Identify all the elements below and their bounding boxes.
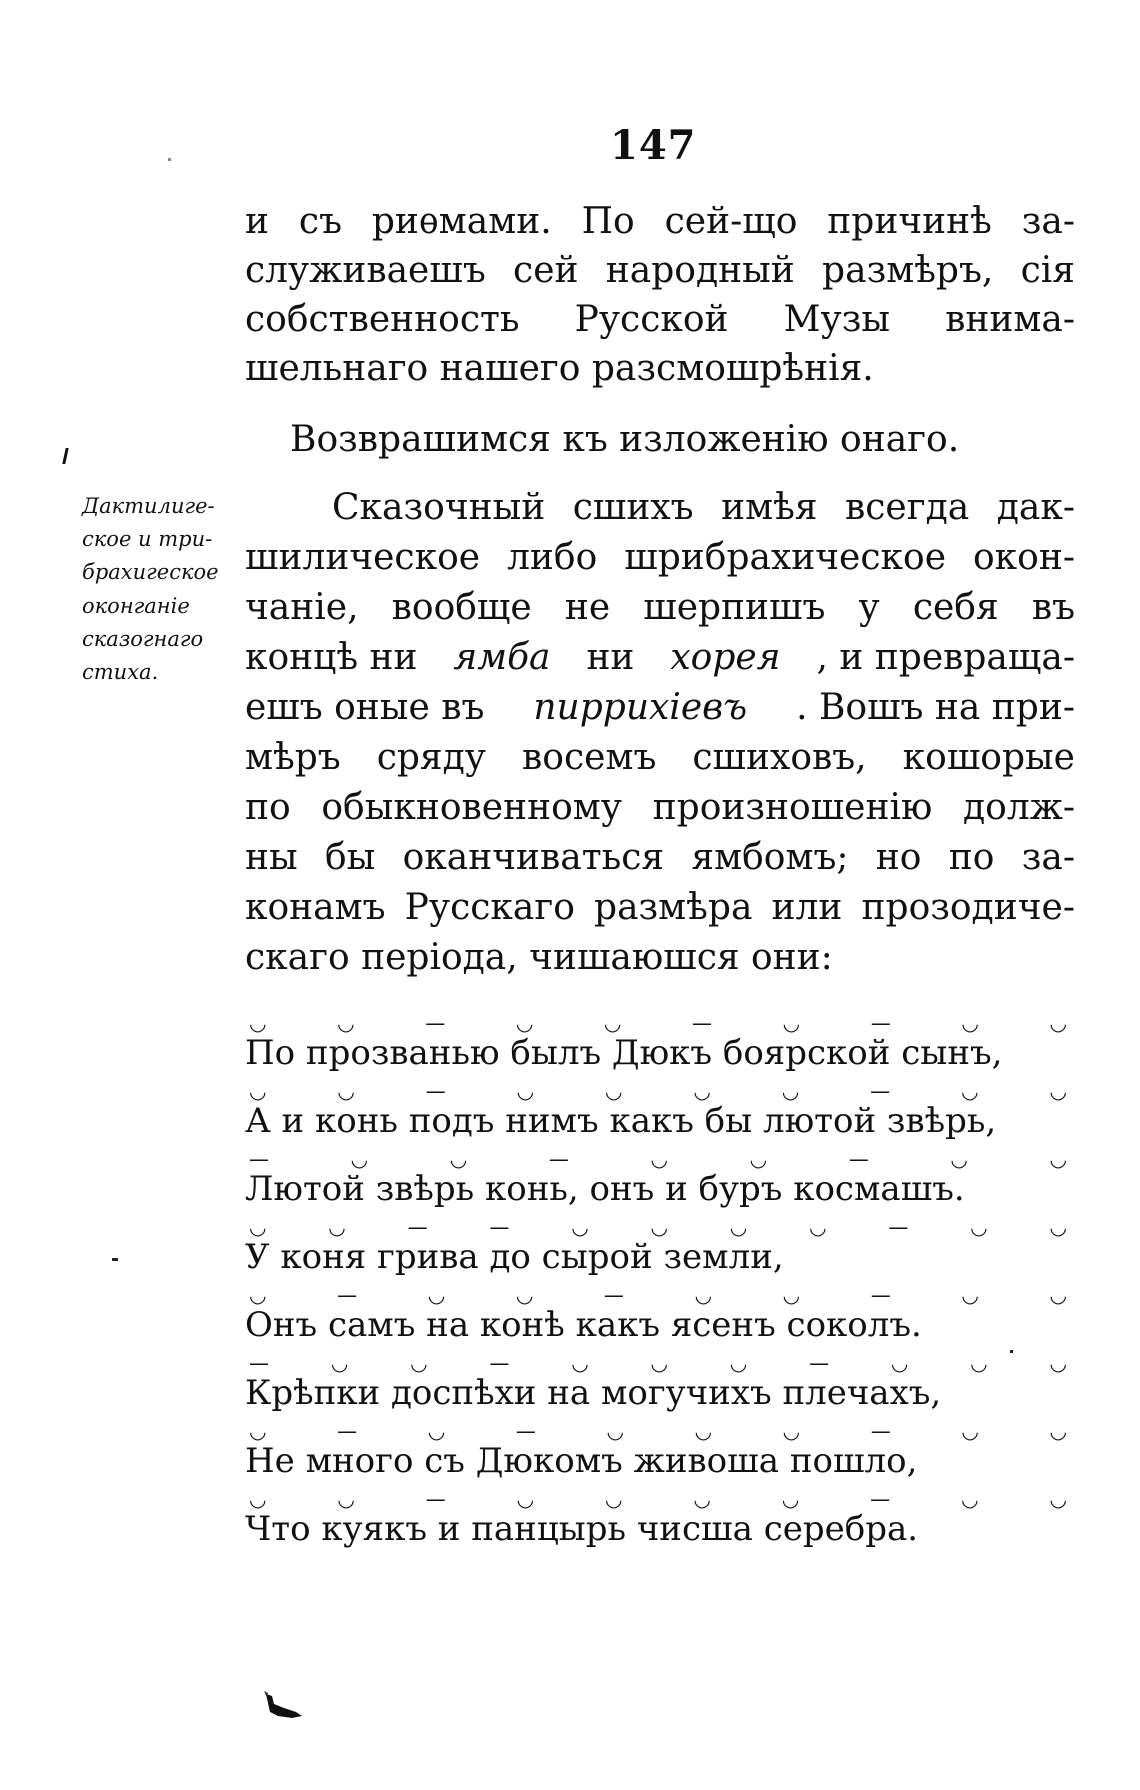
short-syllable-mark: ◡	[515, 1011, 534, 1035]
long-syllable-mark: —	[870, 1487, 891, 1511]
short-syllable-mark: ◡	[961, 1487, 979, 1511]
short-syllable-mark: ◡	[330, 1351, 349, 1375]
long-syllable-mark: —	[489, 1215, 510, 1239]
short-syllable-mark: ◡	[961, 1079, 979, 1103]
text-line: и съ риѳмами. По сей-що причинѣ за-	[245, 201, 1075, 242]
short-syllable-mark: ◡	[516, 1487, 535, 1511]
short-syllable-mark: ◡	[516, 1079, 535, 1103]
margin-note-line: Дактилиге-	[82, 494, 215, 518]
long-syllable-mark: —	[489, 1351, 510, 1375]
text-line: чаніе, вообще не шерпишъ у себя въ	[245, 587, 1075, 628]
text-line	[245, 687, 1075, 728]
long-syllable-mark: —	[603, 1283, 624, 1307]
text-line: шельнаго нашего разсмошрѣнія.	[245, 348, 874, 389]
verse-line: Не много съ Дюкомъ живоша пошло,	[245, 1441, 918, 1481]
text-line: скаго періода, чишаюшся они:	[245, 937, 833, 978]
short-syllable-mark: ◡	[809, 1215, 827, 1239]
long-syllable-mark: —	[515, 1419, 536, 1443]
text-line: ны бы оканчиваться ямбомъ; но по за-	[245, 837, 1075, 878]
short-syllable-mark: ◡	[961, 1011, 979, 1035]
short-syllable-mark: ◡	[1049, 1419, 1067, 1443]
short-syllable-mark: ◡	[410, 1351, 428, 1375]
ink-speck	[112, 1258, 118, 1261]
verse	[245, 1214, 1075, 1277]
long-syllable-mark: —	[870, 1011, 891, 1035]
short-syllable-mark: ◡	[606, 1419, 624, 1443]
short-syllable-mark: ◡	[782, 1011, 801, 1035]
short-syllable-mark: ◡	[1049, 1147, 1067, 1171]
short-syllable-mark: ◡	[749, 1147, 768, 1171]
short-syllable-mark: ◡	[970, 1351, 988, 1375]
short-syllable-mark: ◡	[571, 1351, 589, 1375]
text-segment: . Вошъ на при-	[796, 687, 1075, 728]
short-syllable-mark: ◡	[337, 1011, 355, 1035]
verse-line: Крѣпки доспѣхи на могучихъ плечахъ,	[245, 1373, 942, 1413]
short-syllable-mark: ◡	[249, 1215, 267, 1239]
short-syllable-mark: ◡	[427, 1283, 446, 1307]
text-segment: концѣ ни	[245, 637, 418, 678]
text-line: по обыкновенному произношенію долж-	[245, 787, 1075, 828]
margin-note-line: ское и три-	[82, 527, 213, 552]
long-syllable-mark: —	[548, 1147, 569, 1171]
margin-note-line: оконганіе	[82, 593, 190, 618]
ink-speck	[1010, 1350, 1013, 1353]
short-syllable-mark: ◡	[449, 1147, 468, 1171]
text-line: конамъ Русскаго размѣра или прозодиче-	[245, 887, 1075, 928]
text-segment: , и превраща-	[816, 637, 1075, 678]
short-syllable-mark: ◡	[605, 1487, 623, 1511]
short-syllable-mark: ◡	[782, 1283, 801, 1307]
long-syllable-mark: —	[809, 1351, 830, 1375]
ink-smudge-icon	[262, 1690, 304, 1720]
text-line: Сказочный сшихъ имѣя всегда дак-	[332, 487, 1075, 528]
short-syllable-mark: ◡	[950, 1147, 968, 1171]
short-syllable-mark: ◡	[515, 1283, 534, 1307]
short-syllable-mark: ◡	[605, 1079, 623, 1103]
verse	[245, 1146, 1075, 1209]
short-syllable-mark: ◡	[571, 1215, 589, 1239]
long-syllable-mark: —	[848, 1147, 869, 1171]
long-syllable-mark: —	[337, 1283, 358, 1307]
short-syllable-mark: ◡	[1049, 1487, 1067, 1511]
verse-line: Лютой звѣрь конь, онъ и буръ космашъ.	[245, 1169, 965, 1209]
short-syllable-mark: ◡	[650, 1147, 668, 1171]
short-syllable-mark: ◡	[1049, 1351, 1067, 1375]
italic-term: пиррихіевъ	[533, 687, 748, 728]
short-syllable-mark: ◡	[337, 1487, 355, 1511]
short-syllable-mark: ◡	[970, 1215, 988, 1239]
text-line	[245, 637, 1075, 678]
margin-note-line: стиха.	[82, 659, 159, 684]
page-number: 147	[610, 122, 697, 169]
short-syllable-mark: ◡	[961, 1419, 979, 1443]
text-segment: ни	[586, 637, 635, 678]
verse	[245, 1282, 1075, 1345]
verse	[245, 1010, 1075, 1073]
verse	[245, 1078, 1075, 1141]
short-syllable-mark: ◡	[890, 1351, 909, 1375]
text-line: служиваешъ сей народный размѣръ, сія	[245, 250, 1075, 291]
short-syllable-mark: ◡	[249, 1487, 267, 1511]
short-syllable-mark: ◡	[693, 1079, 711, 1103]
long-syllable-mark: —	[249, 1351, 269, 1375]
short-syllable-mark: ◡	[249, 1079, 267, 1103]
italic-term: хорея	[670, 637, 781, 678]
long-syllable-mark: —	[888, 1215, 909, 1239]
long-syllable-mark: —	[249, 1147, 269, 1171]
short-syllable-mark: ◡	[249, 1419, 267, 1443]
long-syllable-mark: —	[870, 1079, 891, 1103]
short-syllable-mark: ◡	[1049, 1011, 1067, 1035]
verse	[245, 1486, 1075, 1549]
verse-line: Онъ самъ на конѣ какъ ясенъ соколъ.	[245, 1305, 922, 1345]
long-syllable-mark: —	[425, 1011, 446, 1035]
short-syllable-mark: ◡	[693, 1487, 711, 1511]
text-line: шилическое либо шрибрахическое окон-	[245, 537, 1075, 578]
italic-term: ямба	[453, 637, 551, 678]
long-syllable-mark: —	[425, 1487, 446, 1511]
text-line: собственность Русской Музы внима-	[245, 299, 1075, 340]
ink-speck	[168, 158, 171, 161]
short-syllable-mark: ◡	[781, 1487, 800, 1511]
verse	[245, 1418, 1075, 1481]
short-syllable-mark: ◡	[1049, 1215, 1067, 1239]
text-segment: ешъ оные въ	[245, 687, 485, 728]
verse-line: У коня грива до сырой земли,	[245, 1237, 784, 1277]
verse-line: По прозванью былъ Дюкъ боярской сынъ,	[245, 1033, 1003, 1073]
margin-note	[82, 490, 257, 689]
long-syllable-mark: —	[870, 1419, 891, 1443]
short-syllable-mark: ◡	[249, 1011, 267, 1035]
short-syllable-mark: ◡	[782, 1419, 801, 1443]
short-syllable-mark: ◡	[337, 1079, 355, 1103]
short-syllable-mark: ◡	[781, 1079, 800, 1103]
margin-note-line: брахигеское	[82, 560, 219, 585]
short-syllable-mark: ◡	[350, 1147, 369, 1171]
short-syllable-mark: ◡	[694, 1419, 713, 1443]
margin-note-line: сказогнаго	[82, 626, 204, 651]
short-syllable-mark: ◡	[328, 1215, 346, 1239]
long-syllable-mark: —	[692, 1011, 713, 1035]
text-line: мѣръ сряду восемъ сшиховъ, кошорые	[245, 737, 1075, 778]
short-syllable-mark: ◡	[650, 1215, 668, 1239]
short-syllable-mark: ◡	[961, 1283, 979, 1307]
long-syllable-mark: —	[425, 1079, 446, 1103]
margin-mark	[62, 448, 68, 464]
long-syllable-mark: —	[870, 1283, 891, 1307]
verse-line: Что куякъ и панцырь чисша серебра.	[245, 1509, 919, 1549]
short-syllable-mark: ◡	[603, 1011, 622, 1035]
short-syllable-mark: ◡	[1049, 1079, 1067, 1103]
paragraph-2: Возврашимся къ изложенію онаго.	[290, 419, 960, 460]
long-syllable-mark: —	[407, 1215, 428, 1239]
verse-line: А и конь подъ нимъ какъ бы лютой звѣрь,	[245, 1101, 997, 1141]
short-syllable-mark: ◡	[729, 1215, 748, 1239]
short-syllable-mark: ◡	[650, 1351, 668, 1375]
short-syllable-mark: ◡	[694, 1283, 713, 1307]
short-syllable-mark: ◡	[427, 1419, 446, 1443]
short-syllable-mark: ◡	[1049, 1283, 1067, 1307]
verse	[245, 1350, 1075, 1413]
short-syllable-mark: ◡	[729, 1351, 748, 1375]
long-syllable-mark: —	[337, 1419, 358, 1443]
short-syllable-mark: ◡	[249, 1283, 267, 1307]
